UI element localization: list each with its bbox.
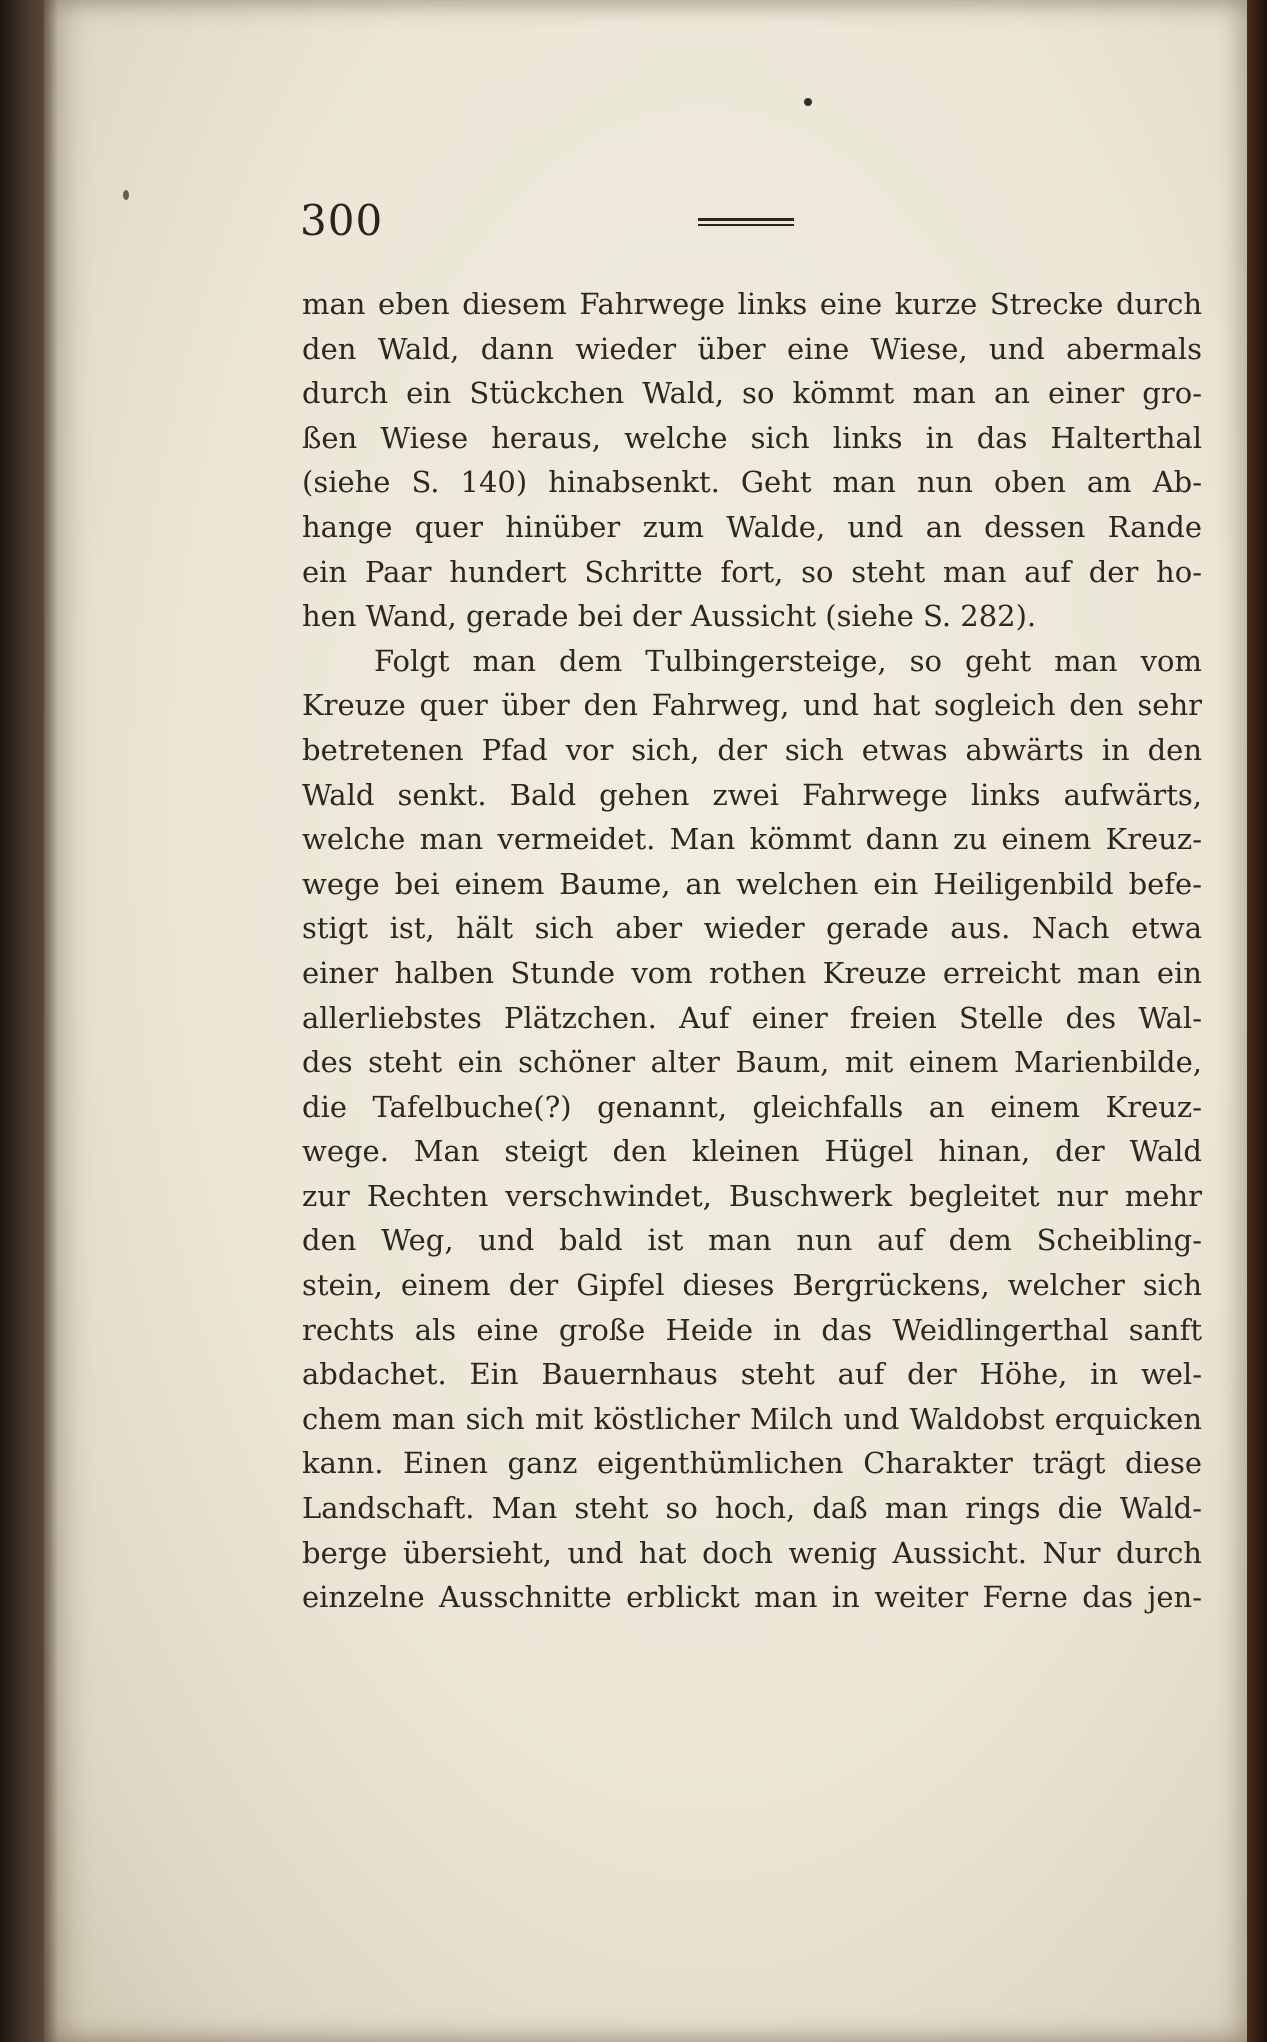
text-line: Landschaft. Man steht so hoch, daß man rings die Wald- xyxy=(302,1491,1202,1526)
text-line: den Weg, und bald ist man nun auf dem Scheibling- xyxy=(302,1223,1202,1258)
text-line: wege. Man steigt den kleinen Hügel hinan, der Wald xyxy=(302,1134,1202,1169)
text-line: abdachet. Ein Bauernhaus steht auf der Höhe, in wel- xyxy=(302,1357,1202,1392)
page-number: 300 xyxy=(300,196,384,245)
page-header xyxy=(300,196,1200,256)
text-line: stein, einem der Gipfel dieses Bergrückens, welcher sich xyxy=(302,1268,1202,1303)
text-line: ein Paar hundert Schritte fort, so steht man auf der ho- xyxy=(302,554,1202,589)
text-line: betretenen Pfad vor sich, der sich etwas abwärts in den xyxy=(302,732,1202,767)
ink-speck xyxy=(804,98,812,106)
body-text xyxy=(302,282,1202,1620)
text-line: die Tafelbuche(?) genannt, gleichfalls an einem Kreuz- xyxy=(302,1089,1202,1124)
text-line: kann. Einen ganz eigenthümlichen Charakter trägt diese xyxy=(302,1446,1202,1481)
text-line: zur Rechten verschwindet, Buschwerk begleitet nur mehr xyxy=(302,1178,1202,1213)
page-gutter-shadow xyxy=(44,0,58,2042)
ink-speck xyxy=(123,190,129,200)
text-line: durch ein Stückchen Wald, so kömmt man an einer gro- xyxy=(302,376,1202,411)
text-line: den Wald, dann wieder über eine Wiese, und abermals xyxy=(302,331,1202,366)
text-line: stigt ist, hält sich aber wieder gerade aus. Nach etwa xyxy=(302,911,1202,946)
text-line: einzelne Ausschnitte erblickt man in weiter Ferne das jen- xyxy=(302,1580,1202,1615)
text-line: (siehe S. 140) hinabsenkt. Geht man nun oben am Ab- xyxy=(302,465,1202,500)
text-line: Folgt man dem Tulbingersteige, so geht man vom xyxy=(374,643,1202,678)
text-line: hange quer hinüber zum Walde, und an dessen Rande xyxy=(302,509,1202,544)
text-line: hen Wand, gerade bei der Aussicht (siehe S. 282). xyxy=(302,599,1037,634)
text-line: ßen Wiese heraus, welche sich links in das Halterthal xyxy=(302,420,1202,455)
book-binding-left xyxy=(0,0,44,2042)
text-line: Wald senkt. Bald gehen zwei Fahrwege links aufwärts, xyxy=(302,777,1202,812)
text-line: des steht ein schöner alter Baum, mit einem Marienbilde, xyxy=(302,1045,1202,1080)
text-line: allerliebstes Plätzchen. Auf einer freien Stelle des Wal- xyxy=(302,1000,1202,1035)
text-line: wege bei einem Baume, an welchen ein Heiligenbild befe- xyxy=(302,866,1202,901)
text-line: berge übersieht, und hat doch wenig Aussicht. Nur durch xyxy=(302,1535,1202,1570)
header-rule-ornament xyxy=(698,218,794,230)
book-binding-right xyxy=(1247,0,1267,2042)
text-line: Kreuze quer über den Fahrweg, und hat sogleich den sehr xyxy=(302,688,1202,723)
text-line: welche man vermeidet. Man kömmt dann zu einem Kreuz- xyxy=(302,822,1202,857)
text-line: chem man sich mit köstlicher Milch und Waldobst erquicken xyxy=(302,1401,1202,1436)
text-line: einer halben Stunde vom rothen Kreuze erreicht man ein xyxy=(302,955,1202,990)
text-line: rechts als eine große Heide in das Weidlingerthal sanft xyxy=(302,1312,1202,1347)
text-line: man eben diesem Fahrwege links eine kurze Strecke durch xyxy=(302,287,1202,321)
